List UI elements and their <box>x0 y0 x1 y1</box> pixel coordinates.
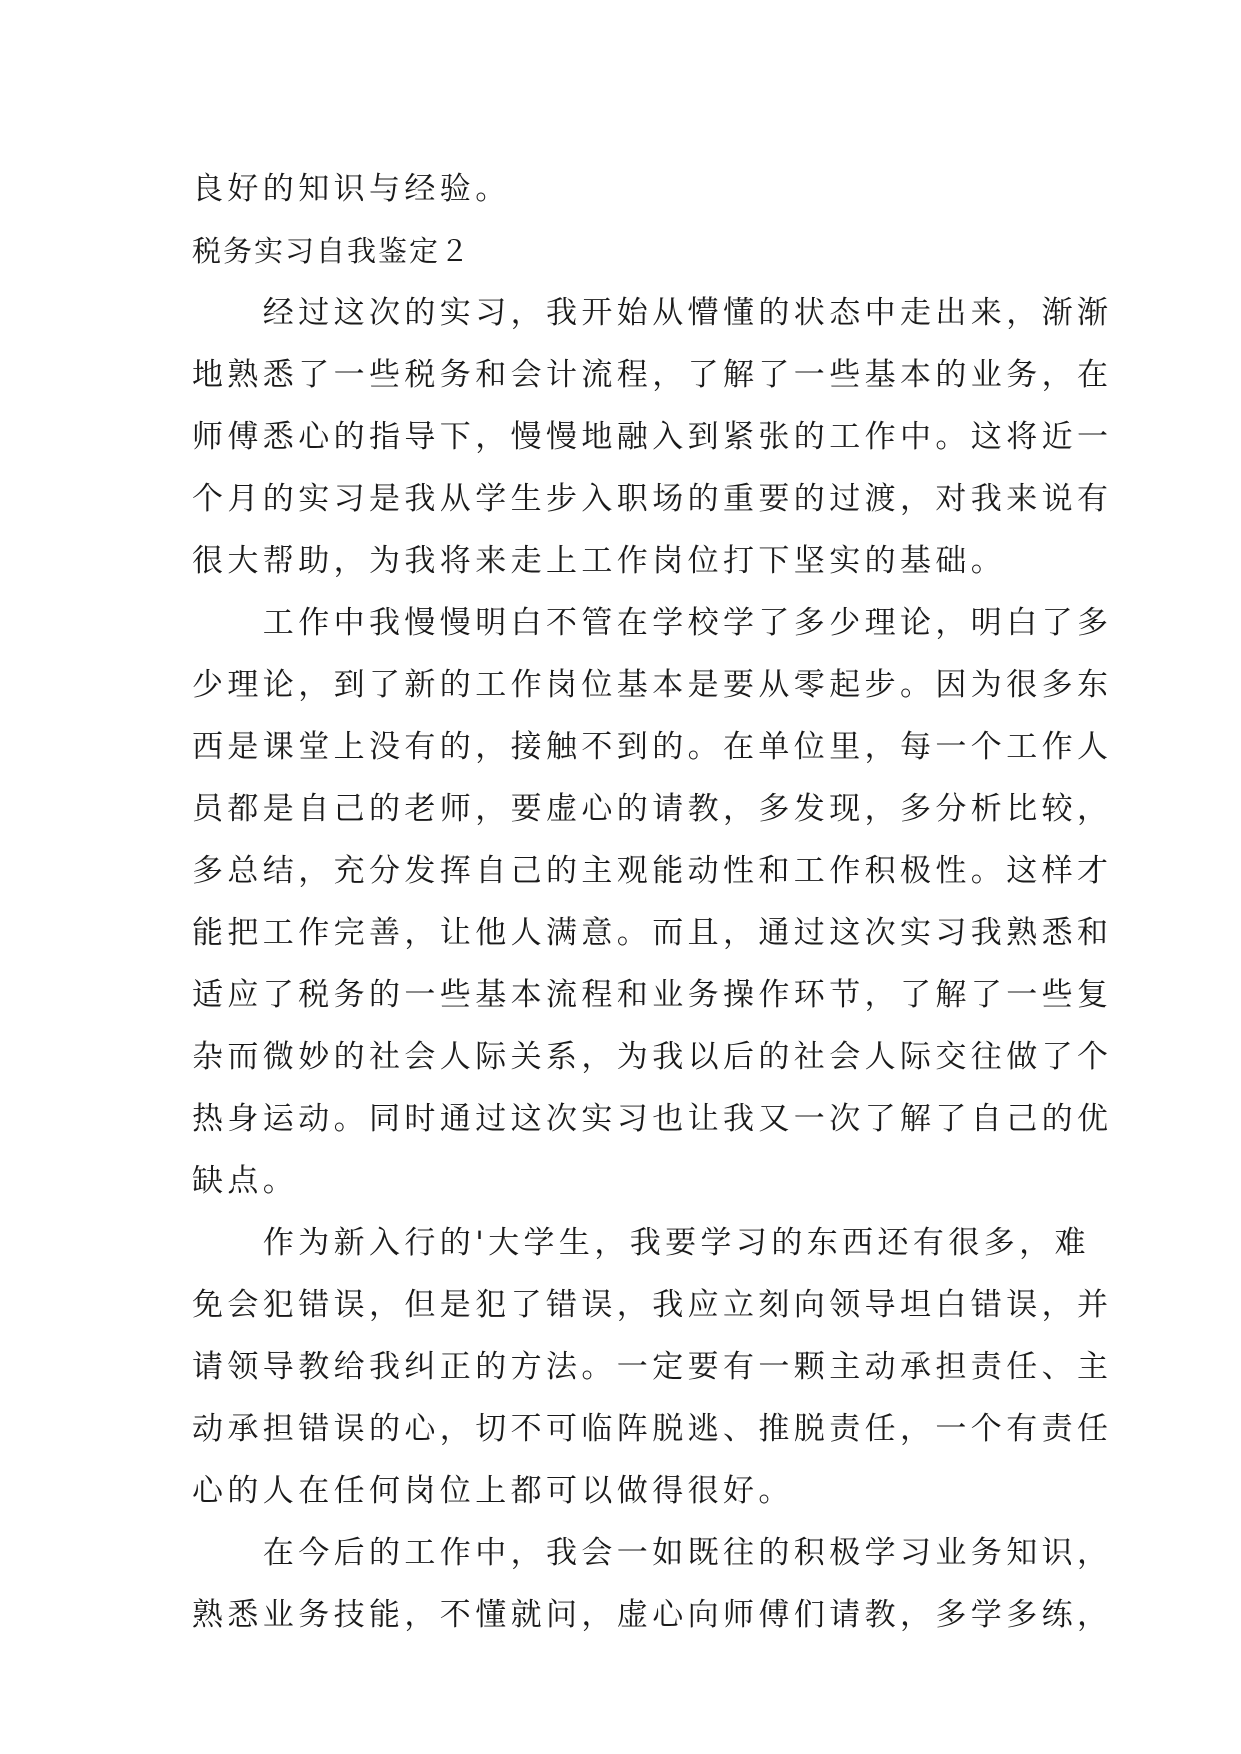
paragraph-line: 请领导教给我纠正的方法。一定要有一颗主动承担责任、主 <box>192 1349 1113 1385</box>
paragraph-line: 热身运动。同时通过这次实习也让我又一次了解了自己的优 <box>192 1101 1113 1137</box>
paragraph-line: 少理论，到了新的工作岗位基本是要从零起步。因为很多东 <box>192 667 1113 703</box>
paragraph-2 <box>192 592 1113 1212</box>
paragraph-line: 个月的实习是我从学生步入职场的重要的过渡，对我来说有 <box>192 481 1113 517</box>
paragraph-1 <box>192 282 1113 592</box>
paragraph-line: 动承担错误的心，切不可临阵脱逃、推脱责任，一个有责任 <box>192 1411 1113 1447</box>
paragraph-line: 很大帮助，为我将来走上工作岗位打下坚实的基础。 <box>192 543 1007 579</box>
paragraph-line: 杂而微妙的社会人际关系，为我以后的社会人际交往做了个 <box>192 1039 1113 1075</box>
paragraph-line: 缺点。 <box>192 1163 299 1199</box>
paragraph-line: 地熟悉了一些税务和会计流程，了解了一些基本的业务，在 <box>192 357 1113 393</box>
document-body <box>192 158 1113 1646</box>
paragraph-line: 员都是自己的老师，要虚心的请教，多发现，多分析比较， <box>192 791 1113 827</box>
paragraph-line: 作为新入行的'大学生，我要学习的东西还有很多，难 <box>192 1225 1090 1261</box>
paragraph-4 <box>192 1522 1113 1646</box>
paragraph-line: 适应了税务的一些基本流程和业务操作环节，了解了一些复 <box>192 977 1113 1013</box>
intro-line: 良好的知识与经验。 <box>192 171 511 207</box>
paragraph-line: 经过这次的实习，我开始从懵懂的状态中走出来，渐渐 <box>192 295 1113 331</box>
paragraph-line: 工作中我慢慢明白不管在学校学了多少理论，明白了多 <box>192 605 1113 641</box>
paragraph-line: 心的人在任何岗位上都可以做得很好。 <box>192 1473 794 1509</box>
paragraph-line: 在今后的工作中，我会一如既往的积极学习业务知识， <box>192 1535 1113 1571</box>
section-title: 税务实习自我鉴定２ <box>192 234 472 268</box>
paragraph-line: 能把工作完善，让他人满意。而且，通过这次实习我熟悉和 <box>192 915 1113 951</box>
paragraph-line: 师傅悉心的指导下，慢慢地融入到紧张的工作中。这将近一 <box>192 419 1113 455</box>
paragraph-3 <box>192 1212 1113 1522</box>
paragraph-line: 西是课堂上没有的，接触不到的。在单位里，每一个工作人 <box>192 729 1113 765</box>
paragraph-line: 免会犯错误，但是犯了错误，我应立刻向领导坦白错误，并 <box>192 1287 1113 1323</box>
paragraph-line: 熟悉业务技能，不懂就问，虚心向师傅们请教，多学多练， <box>192 1597 1113 1633</box>
paragraph-line: 多总结，充分发挥自己的主观能动性和工作积极性。这样才 <box>192 853 1113 889</box>
